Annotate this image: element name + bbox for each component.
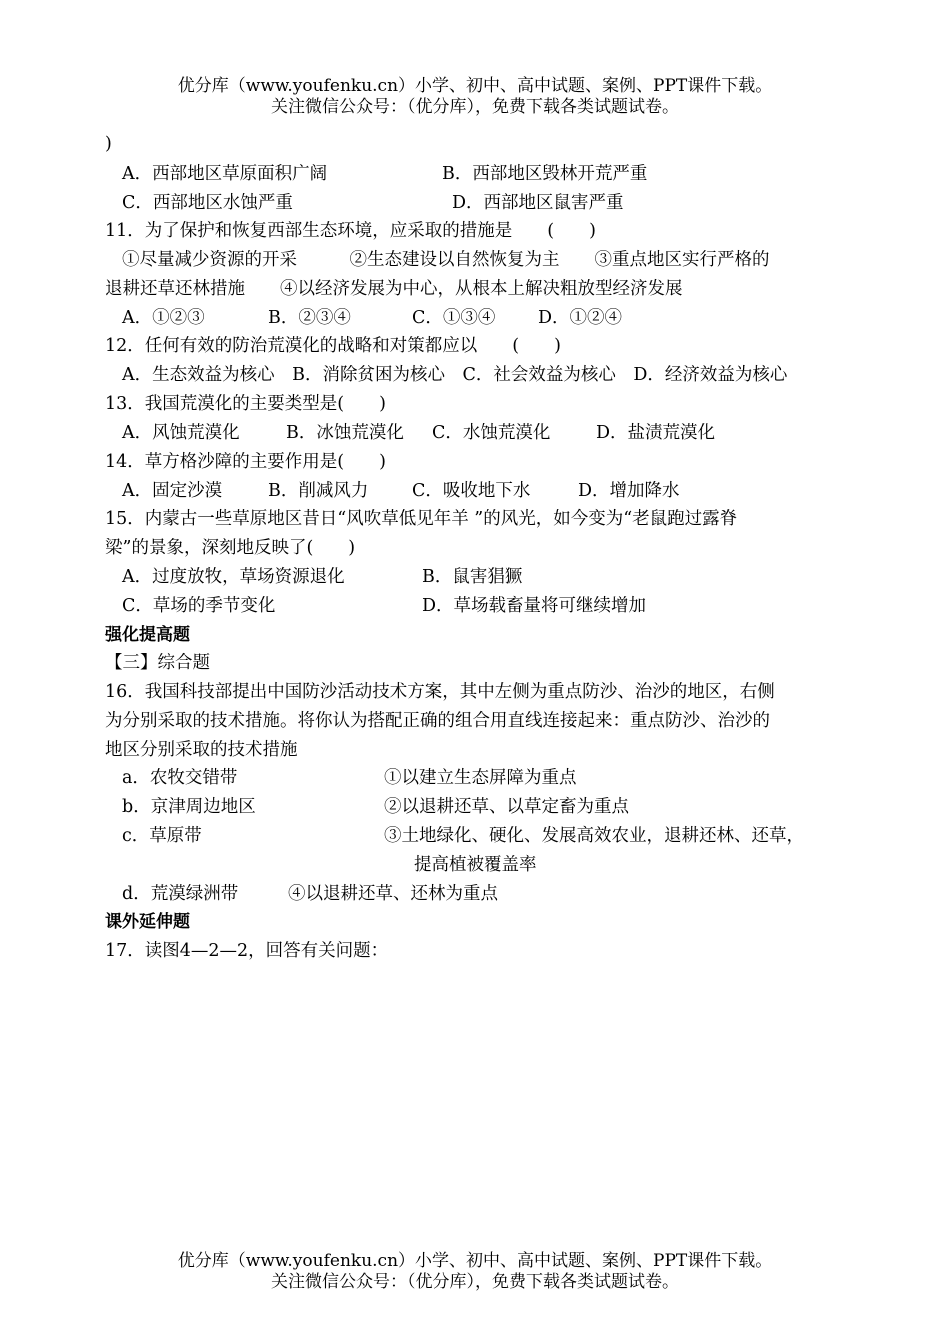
q14-option-b: B．削减风力 [268,481,369,501]
q16-measure-4: ④以退耕还草、还林为重点 [288,884,498,904]
q11-stem: 11．为了保护和恢复西部生态环境，应采取的措施是 ( ) [105,221,596,241]
q10-continuation: ) [105,134,112,154]
q10-option-b: B．西部地区毁林开荒严重 [442,164,648,184]
q14-option-a: A．固定沙漠 [122,481,223,501]
q11-option-d: D．①②④ [538,308,623,328]
section-heading-strengthen: 强化提高题 [105,625,190,645]
q15-option-c: C．草场的季节变化 [122,596,276,616]
q11-option-c: C．①③④ [412,308,496,328]
q15-option-d: D．草场载畜量将可继续增加 [422,596,647,616]
footer-line-2: 关注微信公众号：（优分库），免费下载各类试题试卷。 [271,1272,679,1292]
q11-items-line-2: 退耕还草还林措施 ④以经济发展为中心，从根本上解决粗放型经济发展 [105,279,683,299]
q15-option-a: A．过度放牧，草场资源退化 [122,567,345,587]
q16-stem-line-3: 地区分别采取的技术措施 [105,740,298,760]
q16-measure-2: ②以退耕还草、以草定畜为重点 [384,797,629,817]
q14-stem: 14．草方格沙障的主要作用是( ) [105,452,386,472]
q16-region-a: a．农牧交错带 [122,768,238,788]
q11-items-line-1: ①尽量减少资源的开采 ②生态建设以自然恢复为主 ③重点地区实行严格的 [122,250,770,270]
q14-option-c: C．吸收地下水 [412,481,531,501]
q16-region-b: b．京津周边地区 [122,797,256,817]
q16-measure-3: ③土地绿化、硬化、发展高效农业，退耕还林、还草， [384,826,804,846]
q16-measure-1: ①以建立生态屏障为重点 [384,768,577,788]
q15-option-b: B．鼠害猖獗 [422,567,523,587]
page-header [0,76,950,118]
q11-option-b: B．②③④ [268,308,351,328]
q14-option-d: D．增加降水 [578,481,680,501]
q10-option-a: A．西部地区草原面积广阔 [122,164,328,184]
header-line-1: 优分库（www.youfenku.cn）小学、初中、高中试题、案例、PPT课件下载。 [177,76,773,96]
q15-stem-line-2: 梁”的景象，深刻地反映了( ) [105,538,356,558]
q16-measure-3-cont: 提高植被覆盖率 [414,855,537,875]
q10-option-c: C．西部地区水蚀严重 [122,193,293,213]
q17-stem: 17．读图4—2—2，回答有关问题： [105,941,389,961]
q13-stem: 13．我国荒漠化的主要类型是( ) [105,394,386,414]
section-heading-comprehensive: 【三】综合题 [105,653,210,673]
q16-stem-line-1: 16．我国科技部提出中国防沙活动技术方案，其中左侧为重点防沙、治沙的地区，右侧 [105,682,775,702]
q13-option-a: A．风蚀荒漠化 [122,423,240,443]
q13-option-b: B．冰蚀荒漠化 [286,423,404,443]
section-heading-extension: 课外延伸题 [105,912,190,932]
q13-option-d: D．盐渍荒漠化 [596,423,716,443]
q16-region-c: c．草原带 [122,826,202,846]
footer-line-1: 优分库（www.youfenku.cn）小学、初中、高中试题、案例、PPT课件下载。 [177,1251,773,1271]
q12-stem: 12．任何有效的防治荒漠化的战略和对策都应以 ( ) [105,336,561,356]
q13-option-c: C．水蚀荒漠化 [432,423,551,443]
q15-stem-line-1: 15．内蒙古一些草原地区昔日“风吹草低见年羊 ”的风光，如今变为“老鼠跑过露脊 [105,509,738,529]
q11-option-a: A．①②③ [122,308,205,328]
q12-options: A．生态效益为核心 B．消除贫困为核心 C．社会效益为核心 D．经济效益为核心 [122,365,788,385]
page-footer [0,1251,950,1293]
q16-stem-line-2: 为分别采取的技术措施。将你认为搭配正确的组合用直线连接起来：重点防沙、治沙的 [105,711,770,731]
q16-region-d: d．荒漠绿洲带 [122,884,239,904]
header-line-2: 关注微信公众号：（优分库），免费下载各类试题试卷。 [271,97,679,117]
q10-option-d: D．西部地区鼠害严重 [452,193,624,213]
